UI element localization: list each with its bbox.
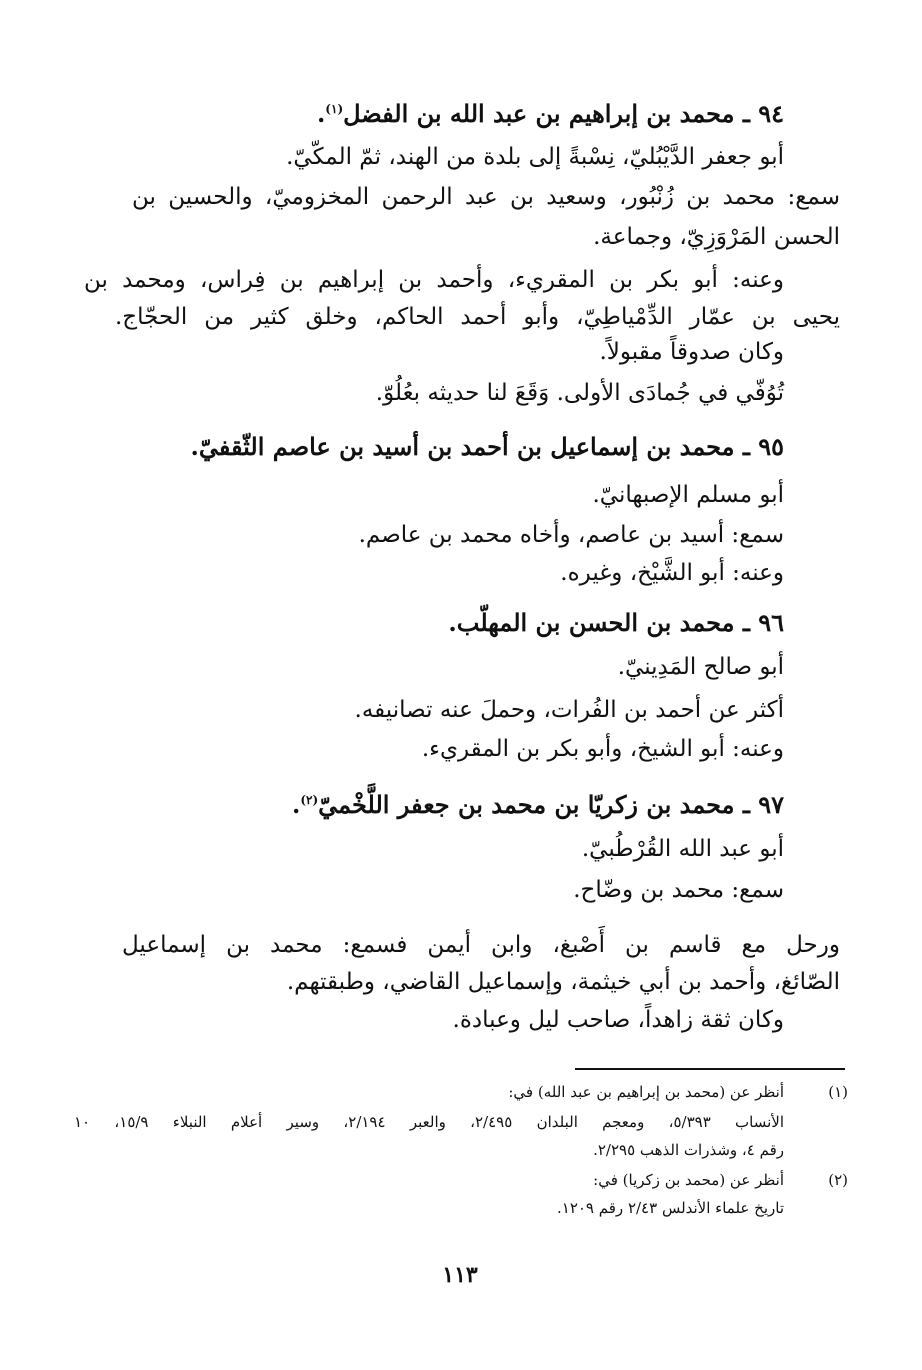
entry-line: أبو صالح المَدِينيّ. bbox=[617, 654, 784, 680]
entry-line: سمع: محمد بن وضّاح. bbox=[573, 877, 784, 903]
entry-line: وعنه: أبو الشَّيْخ، وغيره. bbox=[560, 560, 784, 586]
entry-heading-94 bbox=[317, 92, 784, 131]
footnote-line: أنظر عن (محمد بن زكريا) في: bbox=[593, 1171, 784, 1189]
entry-line: سمع: محمد بن زُنْبُور، وسعيد بن عبد الرحمن المخزوميّ، والحسين بن bbox=[132, 184, 840, 210]
entry-heading-95: ٩٥ ـ محمد بن إسماعيل بن أحمد بن أسيد بن عاصم الثّقفيّ. bbox=[190, 432, 784, 461]
footnote-line: الأنساب ٥/٣٩٣، ومعجم البلدان ٢/٤٩٥، والعبر ٢/١٩٤، وسير أعلام النبلاء ١٥/٩، ١٠ bbox=[74, 1113, 785, 1131]
entry-line: وعنه: أبو بكر بن المقريء، وأحمد بن إبراهيم بن فِراس، ومحمد بن bbox=[84, 267, 784, 293]
entry-line: أبو عبد الله القُرْطُبيّ. bbox=[581, 836, 784, 862]
entry-line: ورحل مع قاسم بن أَصْبغ، وابن أيمن فسمع: محمد بن إسماعيل bbox=[122, 932, 840, 958]
entry-line: أبو مسلم الإصبهانيّ. bbox=[592, 482, 784, 508]
entry-line: تُوُفّي في جُمادَى الأولى. وَقَعَ لنا حديثه بعُلُوّ. bbox=[375, 380, 784, 406]
heading-text: ٩٤ ـ محمد بن إبراهيم بن عبد الله بن الفضل bbox=[343, 99, 784, 128]
heading-text: ٩٧ ـ محمد بن زكريّا بن محمد بن جعفر اللَّخْميّ bbox=[318, 790, 784, 819]
footnote-line: تاريخ علماء الأندلس ٢/٤٣ رقم ١٢٠٩. bbox=[556, 1199, 784, 1217]
footnote-number-2: (٢) bbox=[828, 1171, 848, 1189]
entry-line: الحسن المَرْوَزِيّ، وجماعة. bbox=[593, 224, 840, 250]
footnote-ref-1[interactable]: (١) bbox=[325, 102, 344, 116]
entry-line: وكان صدوقاً مقبولاً. bbox=[599, 339, 784, 365]
entry-line: أكثر عن أحمد بن الفُرات، وحملَ عنه تصانيفه. bbox=[354, 697, 784, 723]
footnote-ref-2[interactable]: (٢) bbox=[300, 793, 319, 807]
entry-line: أبو جعفر الدَّيْبُليّ، نِسْبةً إلى بلدة من الهند، ثمّ المكّيّ. bbox=[286, 144, 784, 170]
entry-line: وكان ثقة زاهداً، صاحب ليل وعبادة. bbox=[452, 1007, 784, 1033]
entry-heading-96: ٩٦ ـ محمد بن الحسن بن المهلّب. bbox=[448, 608, 784, 637]
footnote-number-1: (١) bbox=[828, 1083, 848, 1101]
entry-line: سمع: أسيد بن عاصم، وأخاه محمد بن عاصم. bbox=[358, 522, 784, 548]
footnote-line: أنظر عن (محمد بن إبراهيم بن عبد الله) في: bbox=[508, 1083, 784, 1101]
entry-line: الصّائغ، وأحمد بن أبي خيثمة، وإسماعيل القاضي، وطبقتهم. bbox=[286, 969, 840, 995]
heading-end: . bbox=[291, 790, 301, 819]
footnote-divider bbox=[575, 1068, 845, 1070]
entry-line: يحيى بن عمّار الدِّمْياطِيّ، وأبو أحمد الحاكم، وخلق كثير من الحجّاج. bbox=[115, 304, 840, 330]
heading-end: . bbox=[316, 99, 326, 128]
footnote-line: رقم ٤، وشذرات الذهب ٢/٢٩٥. bbox=[593, 1141, 784, 1159]
entry-line: وعنه: أبو الشيخ، وأبو بكر بن المقريء. bbox=[421, 736, 784, 762]
entry-heading-97 bbox=[292, 783, 784, 822]
page-number: ١١٣ bbox=[442, 1262, 478, 1288]
